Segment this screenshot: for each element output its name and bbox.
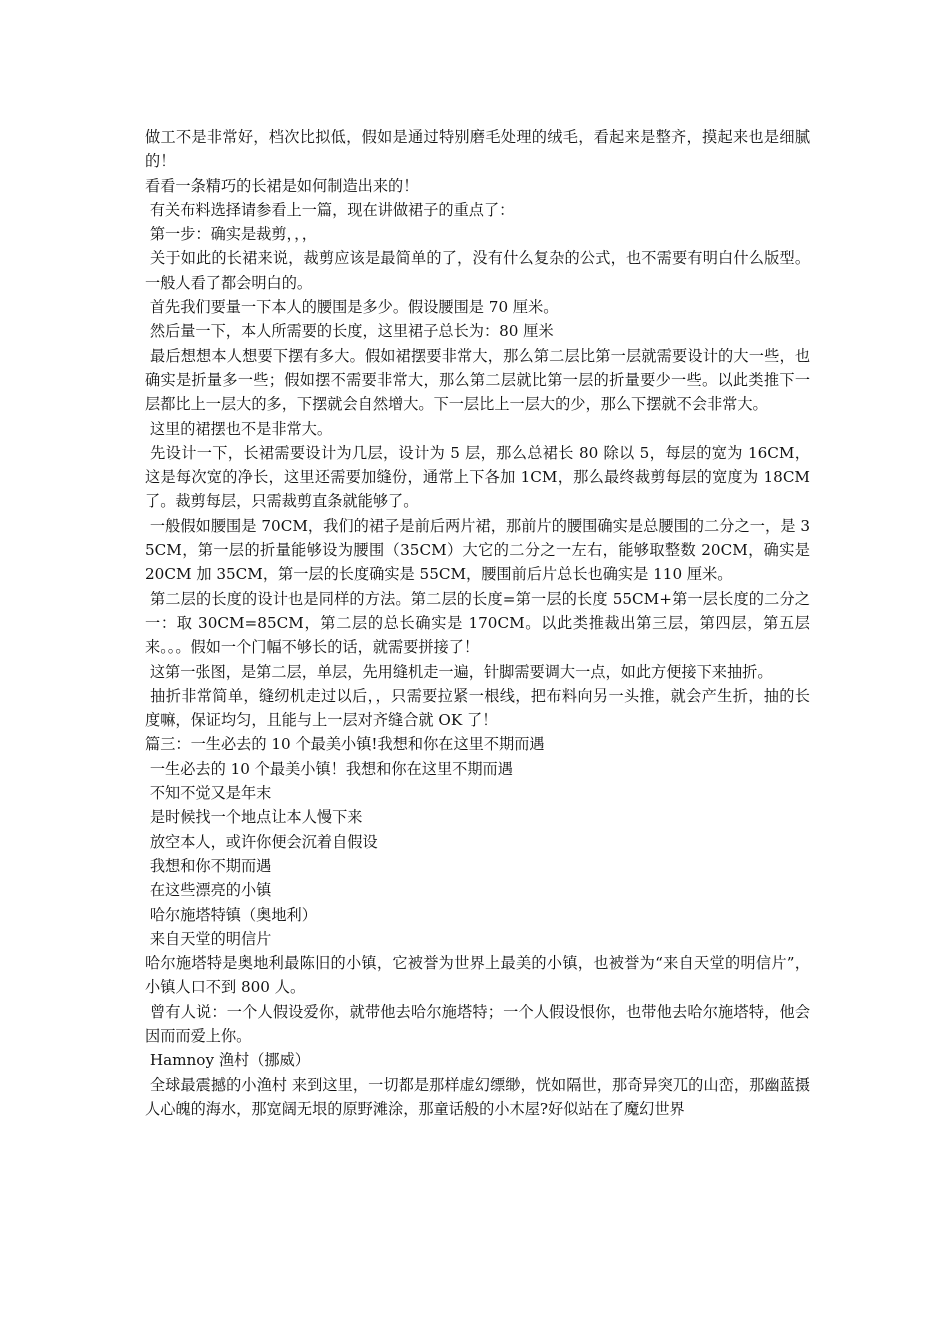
poem-line: 在这些漂亮的小镇 — [145, 881, 272, 900]
paragraph: 这里的裙摆也不是非常大。 — [145, 419, 333, 438]
paragraph: 第二层的长度的设计也是同样的方法。第二层的长度=第一层的长度 55CM+第一层长度的二分之一：取 30CM=85CM，第二层的总长确实是 170CM。以此类推裁出第三层，第四层，第五层来。。。假如一个门幅不够长的话，就需要拼接了！ — [145, 589, 810, 657]
section-heading: 第一步：确实是裁剪，，， — [145, 225, 317, 244]
poem-line: 是时候找一个地点让本人慢下来 — [145, 808, 363, 827]
paragraph: 做工不是非常好，档次比拟低，假如是通过特别磨毛处理的绒毛，看起来是整齐，摸起来也是细腻的！ — [145, 128, 810, 171]
paragraph: 看看一条精巧的长裙是如何制造出来的！ — [145, 176, 419, 195]
subtitle-line: 一生必去的 10 个最美小镇！我想和你在这里不期而遇 — [145, 759, 513, 778]
town-tagline: 来自天堂的明信片 — [145, 929, 272, 948]
paragraph: 关于如此的长裙来说，裁剪应该是最简单的了，没有什么复杂的公式，也不需要有明白什么版型。一般人看了都会明白的。 — [145, 249, 811, 292]
paragraph: 这第一张图，是第二层，单层，先用缝机走一遍，针脚需要调大一点，如此方便接下来抽折。 — [145, 662, 773, 681]
paragraph: 全球最震撼的小渔村 来到这里，一切都是那样虚幻缥缈，恍如隔世，那奇异突兀的山峦，那幽蓝摄人心魄的海水，那宽阔无垠的原野滩涂，那童话般的小木屋?好似站在了魔幻世界 — [145, 1075, 811, 1118]
paragraph: 然后量一下，本人所需要的长度，这里裙子总长为：80 厘米 — [145, 322, 554, 341]
poem-line: 放空本人，或许你便会沉着自假设 — [145, 832, 378, 851]
paragraph: 首先我们要量一下本人的腰围是多少。假设腰围是 70 厘米。 — [145, 298, 559, 317]
poem-line: 不知不觉又是年末 — [145, 784, 272, 803]
section-title: 篇三：一生必去的 10 个最美小镇!我想和你在这里不期而遇 — [145, 735, 545, 754]
paragraph: 哈尔施塔特是奥地利最陈旧的小镇，它被誉为世界上最美的小镇，也被誉为“来自天堂的明信片”，小镇人口不到 800 人。 — [145, 954, 810, 997]
paragraph: 曾有人说：一个人假设爱你，就带他去哈尔施塔特；一个人假设恨你，也带他去哈尔施塔特，他会因而而爱上你。 — [145, 1002, 811, 1045]
paragraph: 抽折非常简单，缝纫机走过以后，，只需要拉紧一根线，把布料向另一头推，就会产生折，抽的长度嘛，保证均匀，且能与上一层对齐缝合就 OK 了！ — [145, 686, 810, 730]
poem-line: 我想和你不期而遇 — [145, 856, 272, 875]
document-body — [145, 125, 815, 1121]
paragraph: 最后想想本人想要下摆有多大。假如裙摆要非常大，那么第二层比第一层就需要设计的大一些，也确实是折量多一些；假如摆不需要非常大，那么第二层就比第一层的折量要少一些。以此类推下一层都比上一层大的多，下摆就会自然增大。下一层比上一层大的少，那么下摆就不会非常大。 — [145, 346, 811, 414]
paragraph: 先设计一下，长裙需要设计为几层，设计为 5 层，那么总裙长 80 除以 5，每层的宽为 16CM，这是每次宽的净长，这里还需要加缝份，通常上下各加 1CM，那么最终裁剪每层的宽度为 18CM 了。裁剪每层，只需裁剪直条就能够了。 — [145, 443, 815, 511]
town-heading: Hamnoy 渔村（挪威） — [145, 1051, 310, 1070]
paragraph: 一般假如腰围是 70CM，我们的裙子是前后两片裙，那前片的腰围确实是总腰围的二分之一，是 35CM，第一层的折量能够设为腰围（35CM）大它的二分之一左右，能够取整数 20CM，确实是 20CM 加 35CM，第一层的长度确实是 55CM，腰围前后片总长也确实是 110 厘米。 — [145, 516, 815, 584]
town-heading: 哈尔施塔特镇（奥地利） — [145, 905, 317, 924]
paragraph: 有关布料选择请参看上一篇，现在讲做裙子的重点了： — [145, 200, 515, 219]
